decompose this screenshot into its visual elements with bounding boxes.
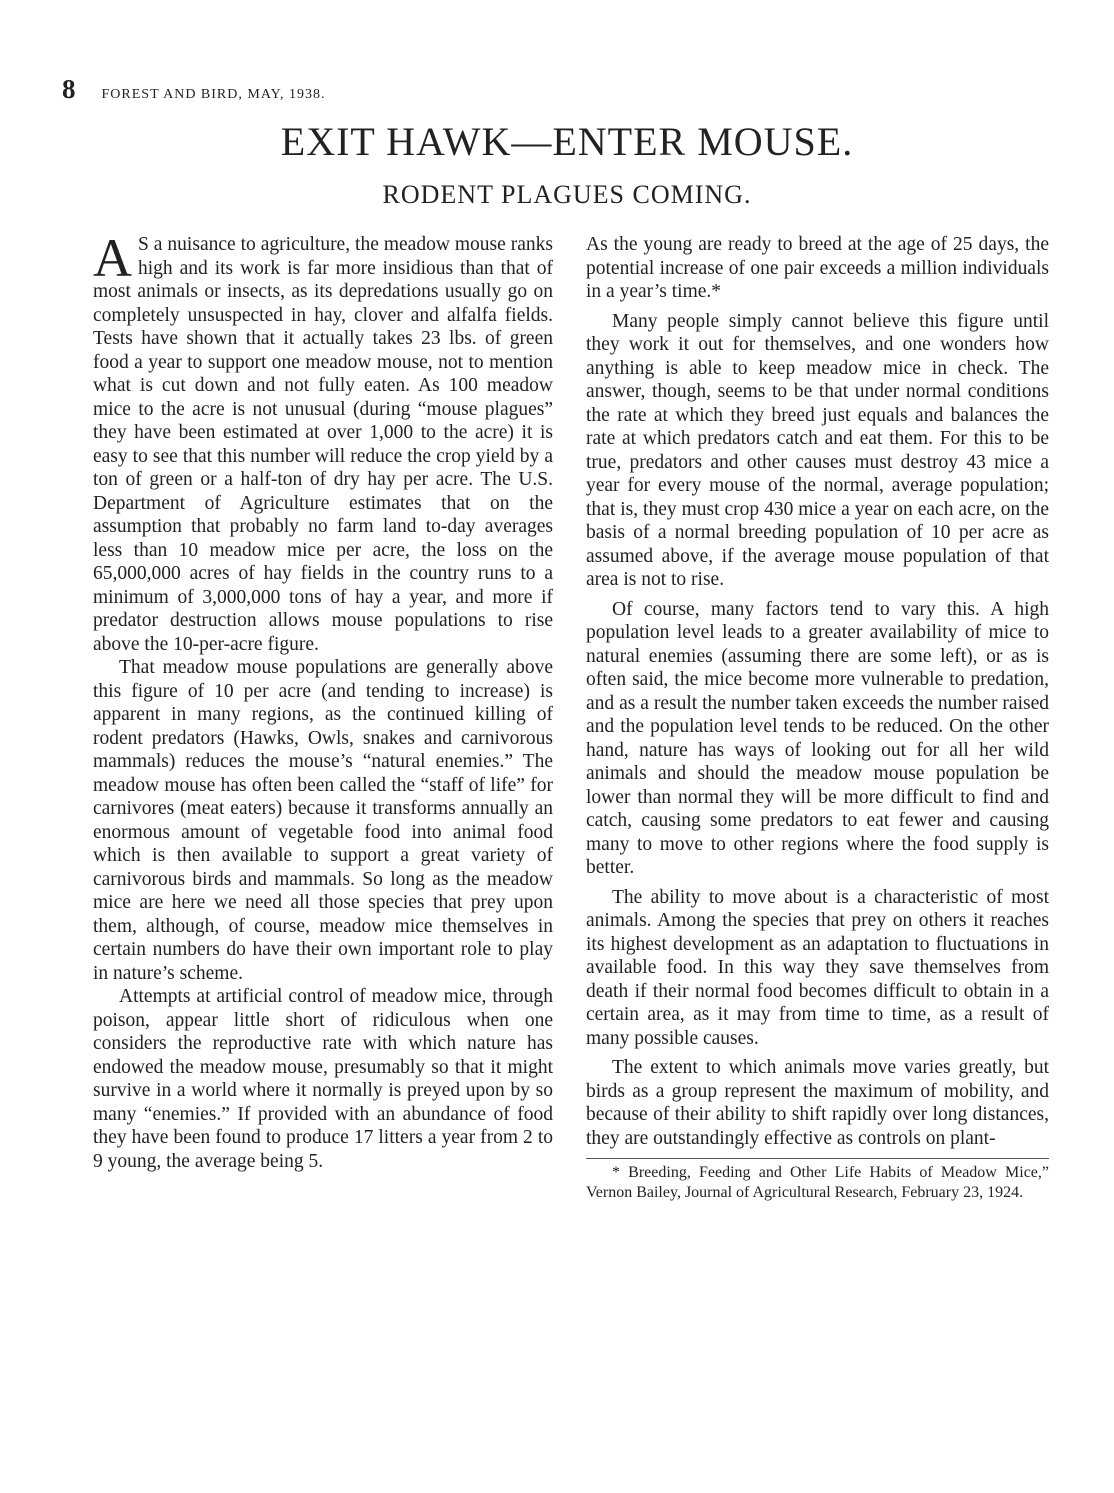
footnote-divider bbox=[586, 1158, 1049, 1159]
paragraph: That meadow mouse populations are generally above this figure of 10 per acre (and tending to increase) is apparent in many regions, as the continued killing of rodent predators (Hawks, Owls, snakes and carnivorous mammals) reduces the mouse’s “natural enemies.” The meadow mouse has often been called the “staff of life” for carnivores (meat eaters) because it transforms annually an enormous amount of vegetable food into animal food which is then available to support a great variety of carnivorous birds and mammals. So long as the meadow mice are here we need all those species that prey upon them, although, of course, meadow mice themselves in certain numbers do have their own important role to play in nature’s scheme. bbox=[93, 657, 553, 984]
paragraph: Of course, many factors tend to vary this. A high population level leads to a greater availability of mice to natural enemies (assuming there are some left), or as is often said, the mice become more vulnerable to predation, and as a result the number taken exceeds the number raised and the population level tends to be reduced. On the other hand, nature has ways of looking out for all her wild animals and should the meadow mouse population be lower than normal they will be more difficult to find and catch, causing some predators to eat fewer and causing many to move to other regions where the food supply is better. bbox=[586, 598, 1049, 878]
paragraph: The ability to move about is a characteristic of most animals. Among the species that prey on others it reaches its highest development as an adaptation to fluctuations in available food. In this way they save themselves from death if their normal food becomes difficult to obtain in a certain area, as it may from time to time, as a result of many possible causes. bbox=[586, 886, 1049, 1049]
paragraph: The extent to which animals move varies greatly, but birds as a group represent the maximum of mobility, and because of their ability to shift rapidly over long distances, they are outstandingly effective as controls on plant- bbox=[586, 1057, 1049, 1149]
article-title: EXIT HAWK—ENTER MOUSE. bbox=[280, 119, 854, 164]
right-column bbox=[586, 233, 1049, 1203]
paragraph bbox=[93, 228, 553, 656]
paragraph: As the young are ready to breed at the age of 25 days, the potential increase of one pair exceeds a million individuals in a year’s time.* bbox=[586, 234, 1049, 302]
left-column bbox=[93, 228, 553, 1173]
footnote: * Breeding, Feeding and Other Life Habits of Meadow Mice,” Vernon Bailey, Journal of Agricultural Research, February 23, 1924. bbox=[586, 1164, 1049, 1201]
drop-cap: A bbox=[93, 228, 132, 288]
running-head: FOREST AND BIRD, MAY, 1938. bbox=[101, 87, 326, 102]
page-header bbox=[62, 74, 325, 105]
paragraph: Attempts at artificial control of meadow mice, through poison, appear little short of ridiculous when one considers the reproductive rate with which nature has endowed the meadow mouse, presumably so that it might survive in a world where it normally is preyed upon by so many “enemies.” If provided with an abundance of food they have been found to produce 17 litters a year from 2 to 9 young, the average being 5. bbox=[93, 986, 553, 1172]
article-subtitle: RODENT PLAGUES COMING. bbox=[382, 180, 752, 209]
paragraph-text: S a nuisance to agriculture, the meadow mouse ranks high and its work is far more insidious than that of most animals or insects, as its depredations usually go on completely unsuspected in hay, clover and alfalfa fields. Tests have shown that it actually takes 23 lbs. of green food a year to support one meadow mouse, not to mention what is cut down and not fully eaten. As 100 meadow mice to the acre is not unusual (during “mouse plagues” they have been estimated at over 1,000 to the acre) it is easy to see that this number will reduce the crop yield by a ton of green or a half-ton of dry hay per acre. The U.S. Department of Agriculture estimates that on the assumption that probably no farm land to-day averages less than 10 meadow mice per acre, the loss on the 65,000,000 acres of hay fields in the country runs to a minimum of 3,000,000 tons of hay a year, and more if predator destruction allows mouse populations to rise above the 10-per-acre figure. bbox=[93, 234, 553, 655]
page-number: 8 bbox=[62, 74, 76, 104]
paragraph: Many people simply cannot believe this figure until they work it out for themselves, and one wonders how anything is able to keep meadow mice in check. The answer, though, seems to be that under normal conditions the rate at which they breed just equals and balances the rate at which predators catch and eat them. For this to be true, predators and other causes must destroy 43 mice a year for every mouse of the normal, average population; that is, they must crop 430 mice a year on each acre, on the basis of a normal breeding population of 10 per acre as assumed above, if the average mouse population of that area is not to rise. bbox=[586, 310, 1049, 590]
